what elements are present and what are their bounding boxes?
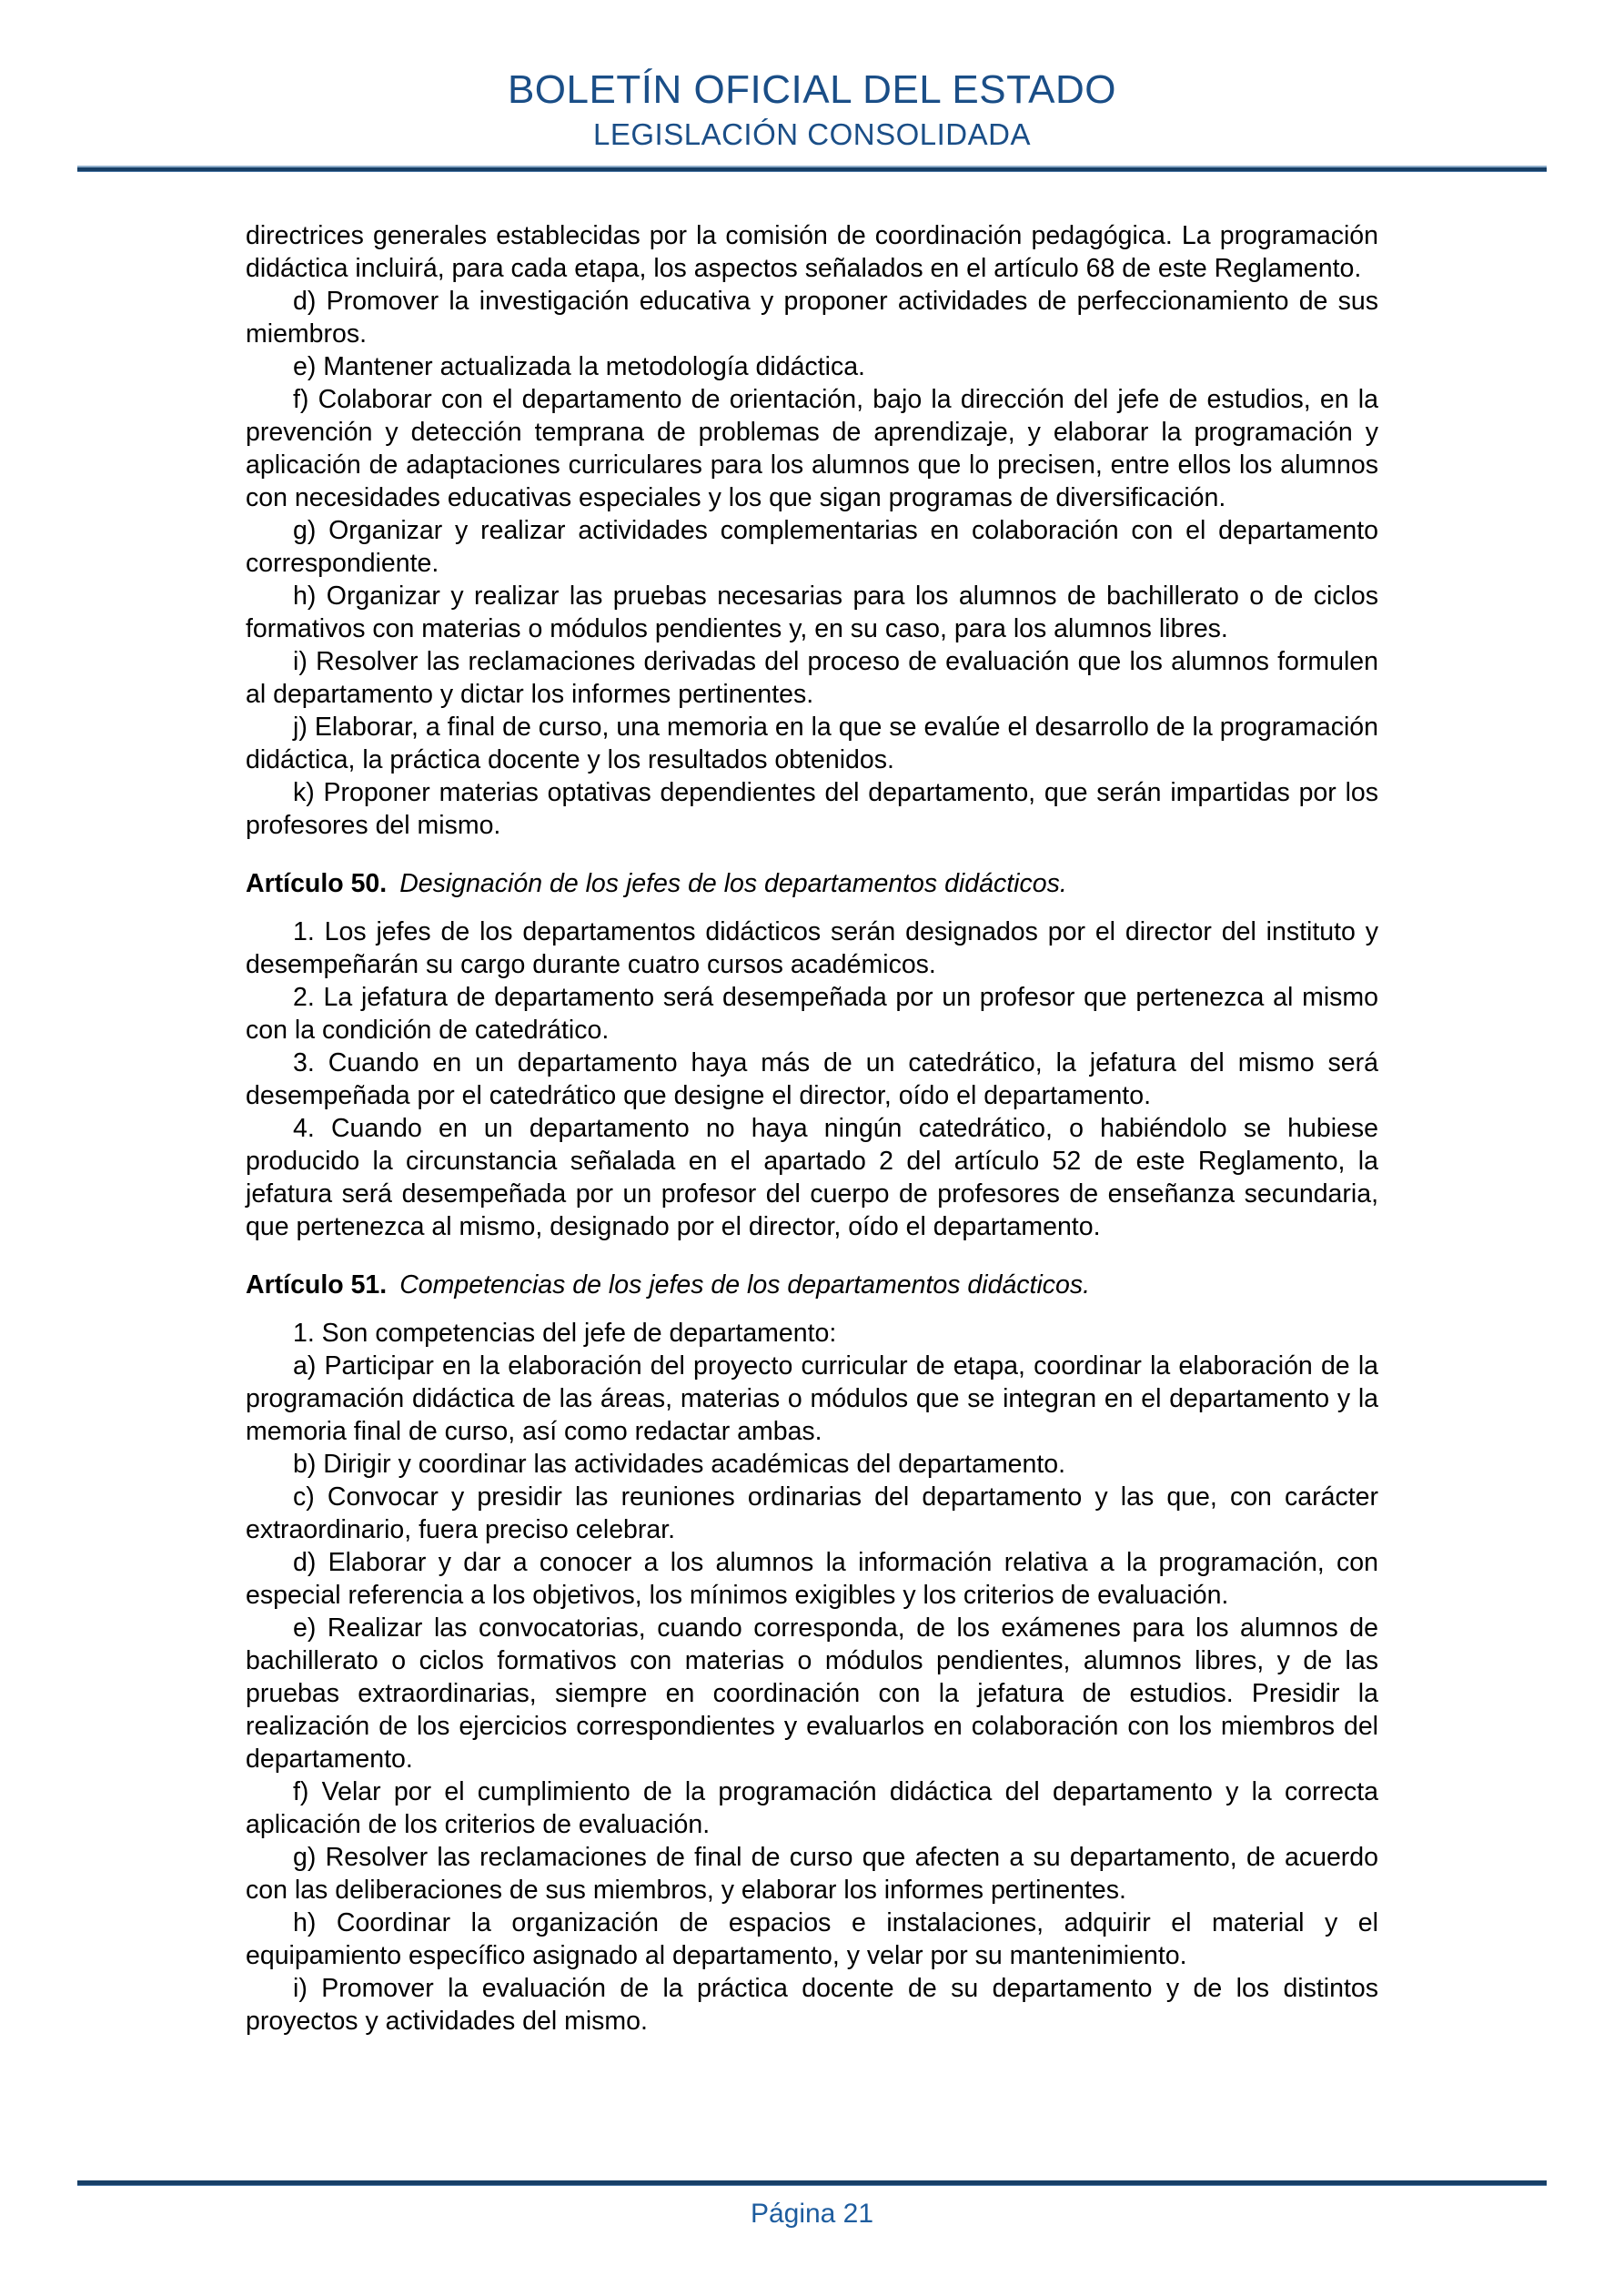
paragraph: e) Mantener actualizada la metodología didáctica. (293, 352, 865, 381)
footer-rule (77, 2180, 1547, 2186)
header-subtitle: LEGISLACIÓN CONSOLIDADA (593, 117, 1031, 151)
page-number: Página 21 (750, 2199, 874, 2229)
paragraph: a) Participar en la elaboración del proyecto curricular de etapa, coordinar la elaboración de la programación didáctica de las áreas, materias o módulos que se integran en el departamento y la memoria final de curso, así como redactar ambas. (246, 1351, 1378, 1446)
page-header (0, 0, 1624, 172)
paragraph: 1. Son competencias del jefe de departamento: (293, 1319, 837, 1348)
article-heading (246, 1269, 1378, 1301)
paragraph: c) Convocar y presidir las reuniones ordinarias del departamento y las que, con carácter extraordinario, fuera preciso celebrar. (246, 1482, 1378, 1544)
paragraph: d) Elaborar y dar a conocer a los alumnos la información relativa a la programación, con especial referencia a los objetivos, los mínimos exigibles y los criterios de evaluación. (246, 1548, 1378, 1610)
paragraph: 1. Los jefes de los departamentos didácticos serán designados por el director del instituto y desempeñarán su cargo durante cuatro cursos académicos. (246, 917, 1378, 979)
paragraph: e) Realizar las convocatorias, cuando corresponda, de los exámenes para los alumnos de bachillerato o ciclos formativos con materias o módulos pendientes, alumnos libres, y de las pruebas extraordinarias, siempre en coordinación con la jefatura de estudios. Presidir la realización de los ejercicios correspondientes y evaluarlos en colaboración con los miembros del departamento. (246, 1613, 1378, 1774)
page-footer (0, 2180, 1624, 2230)
paragraph: 3. Cuando en un departamento haya más de un catedrático, la jefatura del mismo será desempeñada por el catedrático que designe el director, oído el departamento. (246, 1048, 1378, 1110)
header-title: BOLETÍN OFICIAL DEL ESTADO (507, 67, 1117, 112)
paragraph: g) Resolver las reclamaciones de final de curso que afecten a su departamento, de acuerdo con las deliberaciones de sus miembros, y elaborar los informes pertinentes. (246, 1843, 1378, 1905)
article-number: Artículo 50. (246, 869, 388, 898)
paragraph: f) Colaborar con el departamento de orientación, bajo la dirección del jefe de estudios, en la prevención y detección temprana de problemas de aprendizaje, y elaborar la programación y aplicación de adaptaciones curriculares para los alumnos que lo precisen, entre ellos los alumnos con necesidades educativas especiales y los que sigan programas de diversificación. (246, 385, 1378, 512)
paragraph: j) Elaborar, a final de curso, una memoria en la que se evalúe el desarrollo de la programación didáctica, la práctica docente y los resultados obtenidos. (246, 713, 1378, 774)
paragraph: b) Dirigir y coordinar las actividades académicas del departamento. (293, 1450, 1066, 1479)
paragraph: i) Promover la evaluación de la práctica docente de su departamento y de los distintos proyectos y actividades del mismo. (246, 1974, 1378, 2036)
paragraph: f) Velar por el cumplimiento de la programación didáctica del departamento y la correcta aplicación de los criterios de evaluación. (246, 1777, 1378, 1839)
paragraph: 4. Cuando en un departamento no haya ningún catedrático, o habiéndolo se hubiese producido la circunstancia señalada en el apartado 2 del artículo 52 de este Reglamento, la jefatura será desempeñada por un profesor del cuerpo de profesores de enseñanza secundaria, que pertenezca al mismo, designado por el director, oído el departamento. (246, 1114, 1378, 1241)
document-content (246, 219, 1378, 2038)
article-number: Artículo 51. (246, 1270, 388, 1300)
paragraph: 2. La jefatura de departamento será desempeñada por un profesor que pertenezca al mismo con la condición de catedrático. (246, 983, 1378, 1045)
article-title: Designación de los jefes de los departamentos didácticos. (399, 869, 1067, 898)
paragraph: g) Organizar y realizar actividades complementarias en colaboración con el departamento correspondiente. (246, 516, 1378, 578)
paragraph: k) Proponer materias optativas dependientes del departamento, que serán impartidas por los profesores del mismo. (246, 778, 1378, 840)
header-rule (77, 166, 1547, 172)
paragraph: i) Resolver las reclamaciones derivadas del proceso de evaluación que los alumnos formulen al departamento y dictar los informes pertinentes. (246, 647, 1378, 709)
article-title: Competencias de los jefes de los departamentos didácticos. (399, 1270, 1091, 1300)
paragraph: directrices generales establecidas por la comisión de coordinación pedagógica. La programación didáctica incluirá, para cada etapa, los aspectos señalados en el artículo 68 de este Reglamento. (246, 221, 1378, 283)
article-heading (246, 867, 1378, 900)
paragraph: d) Promover la investigación educativa y proponer actividades de perfeccionamiento de sus miembros. (246, 287, 1378, 349)
paragraph: h) Coordinar la organización de espacios e instalaciones, adquirir el material y el equipamiento específico asignado al departamento, y velar por su mantenimiento. (246, 1908, 1378, 1970)
paragraph: h) Organizar y realizar las pruebas necesarias para los alumnos de bachillerato o de ciclos formativos con materias o módulos pendientes y, en su caso, para los alumnos libres. (246, 582, 1378, 643)
